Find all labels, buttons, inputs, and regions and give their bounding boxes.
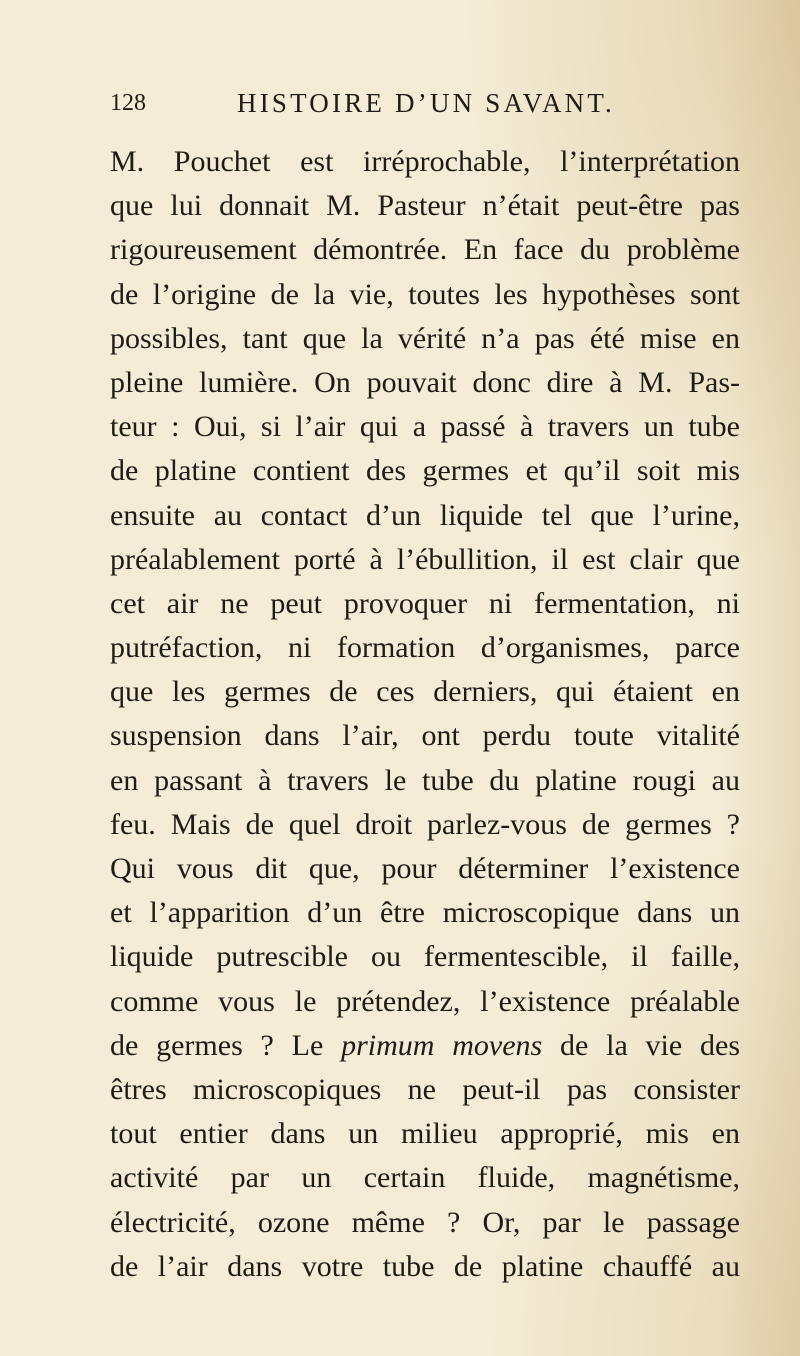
text-line-with-italic: [110, 1024, 740, 1068]
running-title: HISTOIRE D’UN SAVANT.: [237, 88, 615, 118]
text-line: Qui vous dit que, pour déterminer l’existence: [110, 852, 740, 885]
body-text: [110, 140, 740, 1289]
text-line: suspension dans l’air, ont perdu toute vitalité: [110, 719, 740, 753]
text-line: feu. Mais de quel droit parlez-vous de germes ?: [110, 807, 740, 841]
text-line: et l’apparition d’un être microscopique dans un: [110, 896, 740, 930]
text-line: putréfaction, ni formation d’organismes, parce: [110, 631, 740, 665]
text-line: que les germes de ces derniers, qui étaient en: [110, 675, 740, 709]
text-line: êtres microscopiques ne peut-il pas consister: [110, 1072, 740, 1106]
text-line: de platine contient des germes et qu’il soit mis: [110, 454, 740, 488]
text-line: activité par un certain fluide, magnétisme,: [110, 1161, 740, 1195]
text-line: tout entier dans un milieu approprié, mis en: [110, 1117, 740, 1151]
text-segment: de germes ? Le: [110, 1028, 342, 1062]
text-line: comme vous le prétendez, l’existence préalable: [110, 984, 740, 1018]
text-line: rigoureusement démontrée. En face du problème: [110, 233, 740, 267]
text-line: électricité, ozone même ? Or, par le passage: [110, 1205, 740, 1239]
text-line: teur : Oui, si l’air qui a passé à travers un tube: [110, 410, 740, 444]
italic-phrase: primum movens: [341, 1028, 543, 1062]
text-line: de l’air dans votre tube de platine chauffé au: [110, 1249, 740, 1283]
text-line: pleine lumière. On pouvait donc dire à M. Pas-: [110, 365, 740, 399]
text-line: ensuite au contact d’un liquide tel que l’urine,: [110, 498, 740, 532]
text-line: cet air ne peut provoquer ni fermentation, ni: [110, 586, 740, 620]
page-number: 128: [110, 90, 146, 116]
text-line: M. Pouchet est irréprochable, l’interprétation: [110, 145, 740, 178]
text-line: de l’origine de la vie, toutes les hypothèses sont: [110, 277, 740, 311]
text-line: possibles, tant que la vérité n’a pas été mise en: [110, 321, 740, 355]
running-head: [110, 86, 750, 120]
text-line: que lui donnait M. Pasteur n’était peut-être pas: [110, 189, 740, 223]
text-line: en passant à travers le tube du platine rougi au: [110, 763, 740, 797]
text-line: liquide putrescible ou fermentescible, il faille,: [110, 940, 740, 974]
text-line: préalablement porté à l’ébullition, il est clair que: [110, 542, 740, 576]
text-segment: de la vie des: [542, 1028, 740, 1062]
